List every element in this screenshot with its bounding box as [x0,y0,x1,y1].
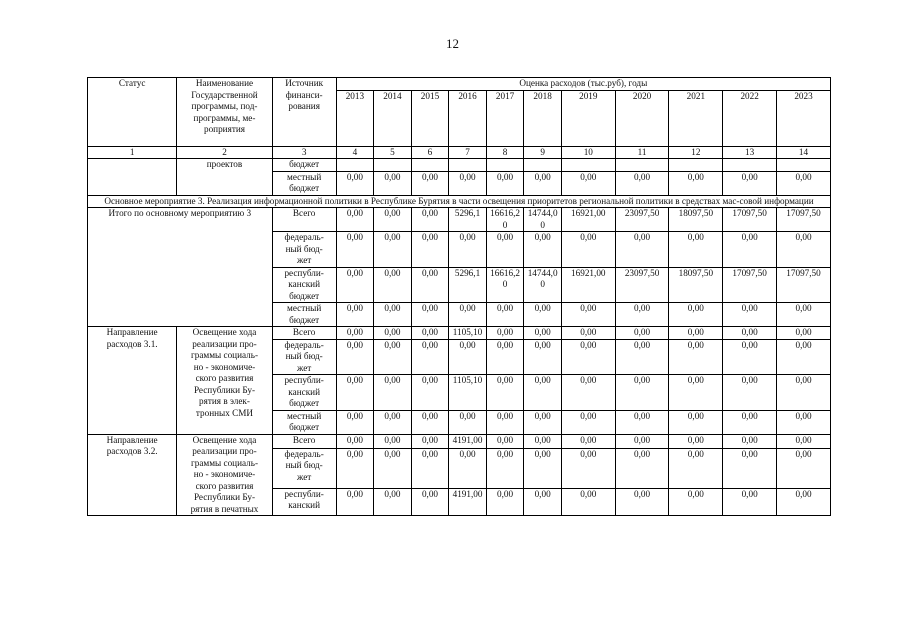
value-cell: 0,00 [411,208,449,232]
value-cell: 0,00 [449,171,487,195]
value-cell [486,159,524,172]
header-name: Наименование Государственной программы, под- программы, ме- роприятия [177,78,272,147]
value-cell: 0,00 [723,339,777,375]
value-cell: 0,00 [449,232,487,268]
value-cell: 1105,10 [449,375,487,411]
year-header: 2019 [561,90,615,146]
value-cell: 0,00 [777,171,831,195]
column-number: 3 [272,146,336,159]
year-header: 2022 [723,90,777,146]
year-header: 2014 [374,90,412,146]
value-cell: 0,00 [411,339,449,375]
value-cell: 0,00 [723,448,777,488]
value-cell: 5296,1 [449,208,487,232]
value-cell: 0,00 [524,488,562,515]
value-cell: 0,00 [561,327,615,340]
value-cell: 0,00 [486,327,524,340]
status-cell [88,159,177,196]
funding-source: местный бюджет [272,303,336,327]
value-cell: 0,00 [615,303,669,327]
value-cell: 0,00 [723,410,777,434]
value-cell: 0,00 [561,488,615,515]
continuation-block [88,159,831,196]
value-cell: 0,00 [777,448,831,488]
value-cell: 23097,50 [615,267,669,303]
value-cell: 0,00 [524,410,562,434]
year-header: 2018 [524,90,562,146]
funding-source: Всего [272,434,336,448]
direction-name: Освещение хода реализации про- граммы социаль- но - экономиче- ского развития Республики Бу- рятия в элек- тронных СМИ [177,327,272,435]
value-cell: 0,00 [374,375,412,411]
value-cell: 0,00 [486,375,524,411]
value-cell: 0,00 [374,339,412,375]
value-cell: 0,00 [374,448,412,488]
value-cell: 0,00 [615,434,669,448]
value-cell: 0,00 [669,232,723,268]
value-cell: 0,00 [561,375,615,411]
value-cell: 0,00 [336,208,374,232]
value-cell: 0,00 [561,232,615,268]
funding-source: федераль- ный бюд- жет [272,339,336,375]
value-cell: 0,00 [615,232,669,268]
value-cell: 0,00 [486,410,524,434]
value-cell: 23097,50 [615,208,669,232]
value-cell: 1105,10 [449,327,487,340]
funding-source: республи- канский [272,488,336,515]
value-cell: 0,00 [669,171,723,195]
column-number: 5 [374,146,412,159]
value-cell [374,159,412,172]
value-cell: 17097,50 [723,208,777,232]
value-cell: 0,00 [723,375,777,411]
value-cell: 0,00 [336,327,374,340]
value-cell [615,159,669,172]
value-cell: 18097,50 [669,208,723,232]
header-status: Статус [88,78,177,147]
value-cell: 0,00 [374,488,412,515]
value-cell: 0,00 [374,327,412,340]
value-cell: 0,00 [561,303,615,327]
value-cell [561,159,615,172]
value-cell [669,159,723,172]
value-cell: 0,00 [777,339,831,375]
value-cell: 0,00 [411,434,449,448]
value-cell [336,159,374,172]
direction-status: Направление расходов 3.2. [88,434,177,516]
value-cell: 0,00 [524,327,562,340]
value-cell: 0,00 [669,327,723,340]
direction-status: Направление расходов 3.1. [88,327,177,435]
value-cell: 0,00 [449,339,487,375]
value-cell: 0,00 [411,303,449,327]
value-cell: 0,00 [411,232,449,268]
value-cell: 0,00 [524,339,562,375]
value-cell: 0,00 [723,232,777,268]
value-cell: 0,00 [669,339,723,375]
value-cell: 0,00 [723,488,777,515]
value-cell: 0,00 [561,434,615,448]
value-cell: 0,00 [486,303,524,327]
value-cell: 17097,50 [723,267,777,303]
value-cell: 0,00 [561,339,615,375]
value-cell: 0,00 [561,410,615,434]
year-header: 2021 [669,90,723,146]
value-cell: 0,00 [615,410,669,434]
value-cell: 16616,20 [486,208,524,232]
value-cell: 0,00 [336,339,374,375]
value-cell: 0,00 [723,303,777,327]
column-number: 7 [449,146,487,159]
funding-source: федераль- ный бюд- жет [272,232,336,268]
section-title-row [88,195,831,208]
value-cell: 0,00 [374,267,412,303]
value-cell: 16616,20 [486,267,524,303]
year-header: 2016 [449,90,487,146]
value-cell: 0,00 [524,375,562,411]
value-cell: 0,00 [486,171,524,195]
value-cell: 0,00 [336,410,374,434]
value-cell: 0,00 [561,171,615,195]
value-cell: 0,00 [615,171,669,195]
value-cell: 0,00 [669,375,723,411]
value-cell: 0,00 [336,375,374,411]
value-cell: 0,00 [777,410,831,434]
value-cell: 0,00 [486,488,524,515]
value-cell: 0,00 [374,303,412,327]
value-cell: 0,00 [723,327,777,340]
value-cell: 0,00 [336,434,374,448]
direction-3-2-block [88,434,831,516]
value-cell: 14744,00 [524,267,562,303]
value-cell: 0,00 [486,434,524,448]
value-cell [411,159,449,172]
direction-name: Освещение хода реализации про- граммы социаль- но - экономиче- ского развития Республики Бу- рятия в печатных [177,434,272,516]
value-cell: 0,00 [524,232,562,268]
value-cell: 0,00 [411,267,449,303]
budget-table [87,77,831,516]
value-cell [524,159,562,172]
value-cell: 0,00 [524,303,562,327]
value-cell: 0,00 [669,488,723,515]
value-cell: 0,00 [336,303,374,327]
value-cell: 0,00 [561,448,615,488]
header-source: Источник финанси- рования [272,78,336,147]
funding-source: республи- канский бюджет [272,267,336,303]
value-cell: 0,00 [411,375,449,411]
value-cell: 0,00 [777,327,831,340]
value-cell: 0,00 [777,303,831,327]
value-cell: 0,00 [336,448,374,488]
value-cell: 0,00 [411,488,449,515]
value-cell: 0,00 [524,171,562,195]
value-cell: 18097,50 [669,267,723,303]
data-row [88,208,831,232]
value-cell: 16921,00 [561,208,615,232]
year-header: 2020 [615,90,669,146]
funding-source: местный бюджет [272,410,336,434]
value-cell: 0,00 [723,434,777,448]
column-number: 13 [723,146,777,159]
value-cell: 0,00 [615,375,669,411]
value-cell: 5296,1 [449,267,487,303]
total-block [88,208,831,327]
header-row-1 [88,78,831,91]
value-cell: 14744,00 [524,208,562,232]
value-cell: 17097,50 [777,267,831,303]
value-cell: 0,00 [336,488,374,515]
funding-source: республи- канский бюджет [272,375,336,411]
column-number: 2 [177,146,272,159]
data-row [88,327,831,340]
value-cell: 0,00 [411,448,449,488]
value-cell: 0,00 [615,339,669,375]
total-label: Итого по основному мероприятию 3 [88,208,273,327]
column-number: 11 [615,146,669,159]
value-cell: 0,00 [669,434,723,448]
value-cell: 4191,00 [449,434,487,448]
value-cell: 0,00 [615,488,669,515]
value-cell: 0,00 [449,410,487,434]
value-cell: 0,00 [777,375,831,411]
value-cell: 0,00 [411,171,449,195]
value-cell [723,159,777,172]
value-cell: 0,00 [486,339,524,375]
value-cell: 0,00 [524,434,562,448]
value-cell: 0,00 [374,208,412,232]
funding-source: Всего [272,208,336,232]
value-cell: 0,00 [524,448,562,488]
year-header: 2017 [486,90,524,146]
value-cell: 0,00 [669,410,723,434]
value-cell: 0,00 [374,171,412,195]
value-cell: 0,00 [374,410,412,434]
value-cell: 0,00 [411,327,449,340]
column-number: 9 [524,146,562,159]
value-cell: 0,00 [777,434,831,448]
value-cell: 0,00 [374,434,412,448]
column-number: 6 [411,146,449,159]
section-title: Основное мероприятие 3. Реализация информационной политики в Республике Бурятия в части освещения приоритетов региональной политики в средствах мас-совой информации [88,195,831,208]
value-cell: 0,00 [615,448,669,488]
value-cell: 0,00 [449,448,487,488]
page-number: 12 [446,36,459,51]
year-header: 2015 [411,90,449,146]
year-header: 2023 [777,90,831,146]
funding-source: бюджет [272,159,336,172]
value-cell: 0,00 [777,232,831,268]
value-cell: 0,00 [669,303,723,327]
value-cell: 0,00 [486,232,524,268]
data-row [88,434,831,448]
value-cell: 0,00 [336,232,374,268]
value-cell: 0,00 [374,232,412,268]
column-number: 8 [486,146,524,159]
header-estimate: Оценка расходов (тыс.руб), годы [336,78,830,91]
column-number: 1 [88,146,177,159]
value-cell: 0,00 [777,488,831,515]
direction-3-1-block [88,327,831,435]
value-cell: 0,00 [486,448,524,488]
value-cell: 16921,00 [561,267,615,303]
column-number: 4 [336,146,374,159]
column-number: 14 [777,146,831,159]
data-row [88,159,831,172]
value-cell: 0,00 [669,448,723,488]
program-name-cont: проектов [177,159,272,196]
funding-source: местный бюджет [272,171,336,195]
value-cell: 17097,50 [777,208,831,232]
value-cell [777,159,831,172]
value-cell: 0,00 [411,410,449,434]
value-cell [449,159,487,172]
funding-source: федераль- ный бюд- жет [272,448,336,488]
year-header: 2013 [336,90,374,146]
value-cell: 0,00 [336,267,374,303]
value-cell: 0,00 [723,171,777,195]
funding-source: Всего [272,327,336,340]
value-cell: 0,00 [336,171,374,195]
column-number: 10 [561,146,615,159]
column-number-row [88,146,831,159]
value-cell: 4191,00 [449,488,487,515]
value-cell: 0,00 [615,327,669,340]
value-cell: 0,00 [449,303,487,327]
column-number: 12 [669,146,723,159]
